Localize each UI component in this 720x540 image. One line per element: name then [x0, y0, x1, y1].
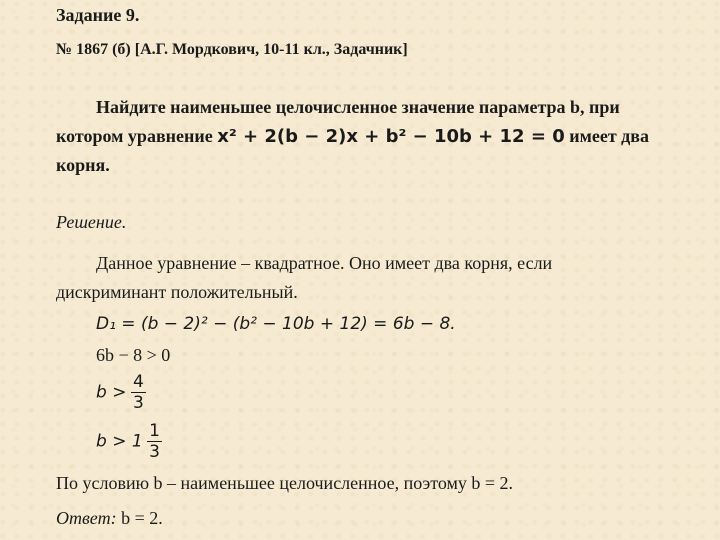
answer-label: Ответ:	[56, 508, 117, 528]
fraction-numerator: 4	[132, 372, 144, 392]
step1-lhs: b >	[96, 382, 127, 403]
step-b-greater-mixed	[96, 421, 162, 462]
inequality: 6b − 8 > 0	[96, 345, 171, 365]
slide-title: Задание 9.	[56, 5, 140, 25]
step-b-greater-fraction	[96, 372, 146, 413]
task-line-2-text: котором уравнение	[56, 126, 213, 146]
task-equation: x² + 2(b − 2)x + b² − 10b + 12 = 0	[217, 126, 565, 147]
task-line-1: Найдите наименьшее целочисленное значение параметра b, при	[96, 97, 620, 117]
problem-source: № 1867 (б) [А.Г. Мордкович, 10-11 кл., Задачник]	[56, 41, 408, 58]
conclusion: По условию b – наименьшее целочисленное, поэтому b = 2.	[56, 473, 514, 493]
fraction-numerator: 1	[149, 421, 160, 441]
solution-line-1: Данное уравнение – квадратное. Оно имеет два корня, если	[96, 253, 553, 273]
answer-value: b = 2.	[121, 508, 163, 528]
fraction-denominator: 3	[132, 393, 144, 413]
task-line-2-tail: имеет два	[569, 126, 650, 146]
task-line-3: корня.	[56, 155, 110, 175]
discriminant-formula: D₁ = (b − 2)² − (b² − 10b + 12) = 6b − 8.	[96, 314, 456, 334]
fraction-denominator: 3	[149, 442, 160, 462]
step2-lhs: b > 1	[96, 431, 143, 452]
solution-line-2: дискриминант положительный.	[56, 282, 298, 302]
fraction-four-thirds	[131, 372, 146, 413]
task-line-2	[56, 125, 649, 148]
fraction-one-third	[147, 421, 162, 462]
answer	[56, 507, 163, 529]
solution-label: Решение.	[56, 212, 127, 232]
